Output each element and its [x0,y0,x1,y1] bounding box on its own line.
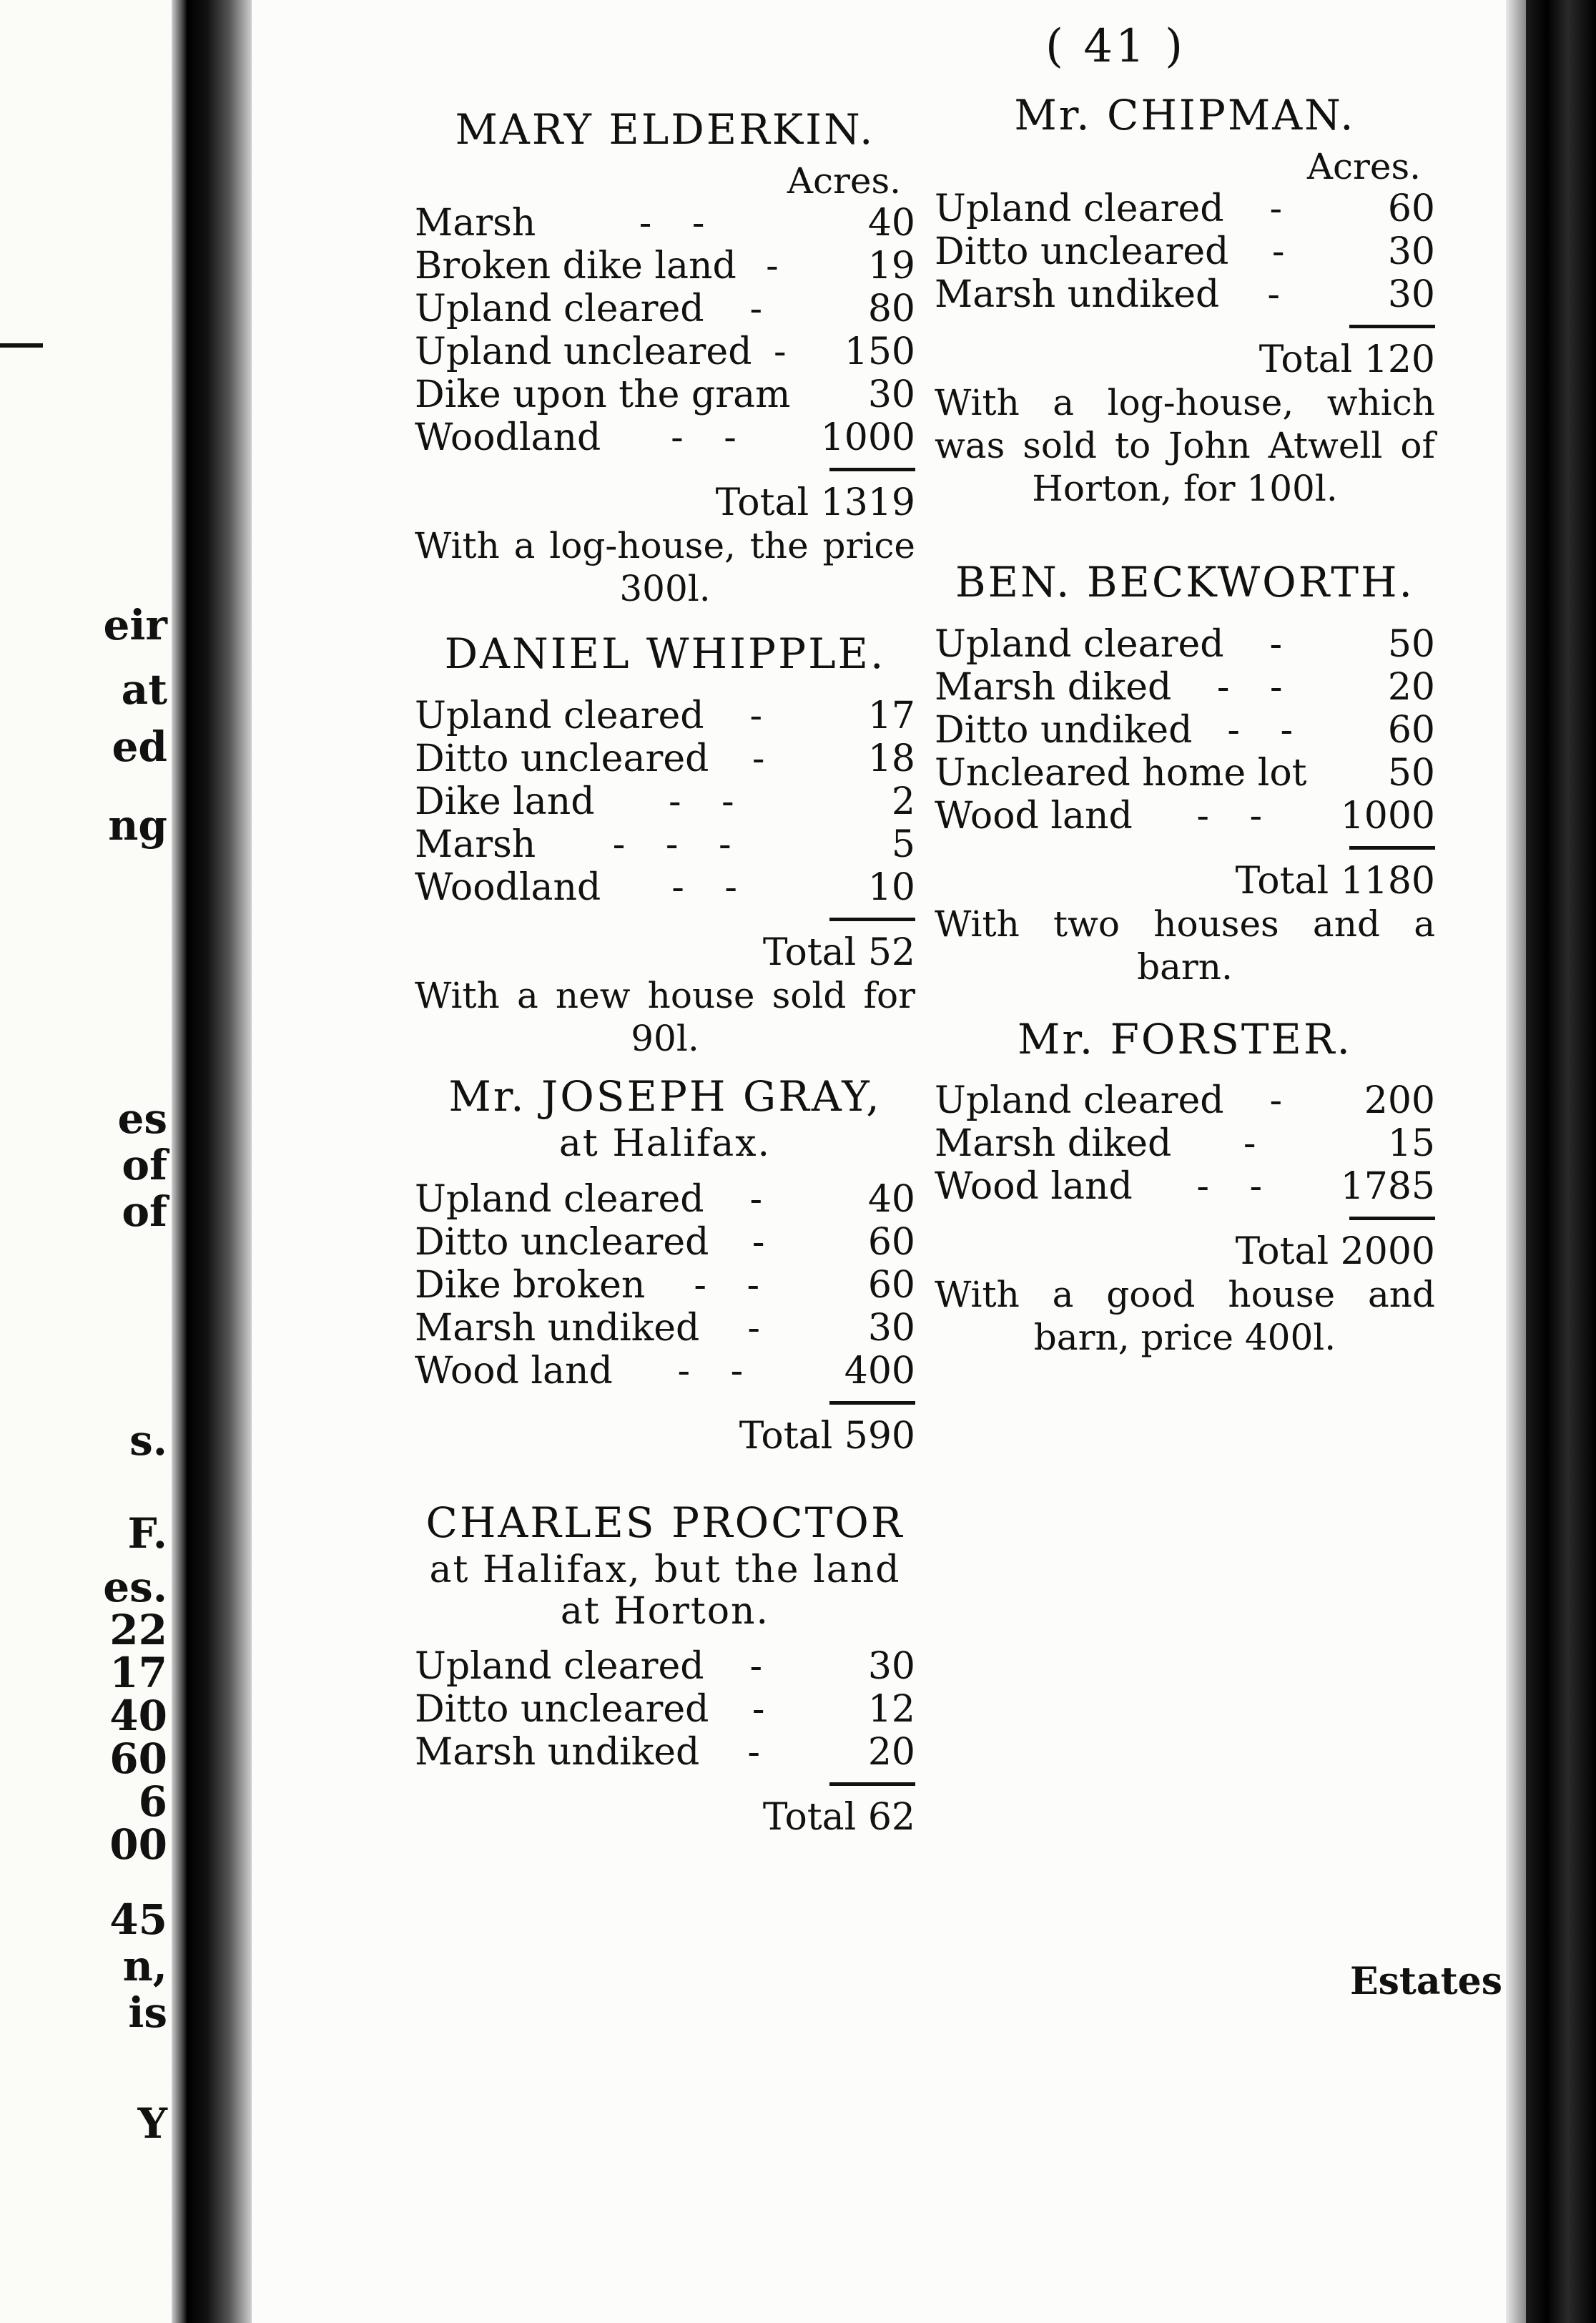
facing-page-rule [0,343,43,348]
leader-dashes: - [1269,622,1297,666]
land-type: Ditto uncleared [415,1220,709,1264]
land-row [415,737,915,780]
land-row [415,694,915,737]
land-row [935,230,1435,273]
gutter-shadow [172,0,187,2323]
acreage-value: 60 [867,1263,915,1307]
leader-dashes: - [766,244,793,288]
leader-dashes: - [752,1220,779,1264]
total-rule [829,468,915,471]
land-row [415,245,915,288]
land-type: Upland cleared [415,1177,704,1221]
estate-owner-location: at Halifax, but the land at Horton. [429,1548,901,1633]
leader-dashes: - [752,1687,779,1731]
land-row [415,780,915,823]
acreage-value: 30 [1387,230,1435,273]
estate-block [415,1498,915,1839]
leader-dashes: - [749,1644,777,1688]
estate-note: With a log-house, the price 300l. [415,524,915,609]
land-type: Broken dike land [415,244,737,288]
land-type: Marsh [415,822,536,866]
facing-page-text-fragment: is [128,1988,167,2037]
leader-dashes: - [747,1730,774,1774]
land-row [415,373,915,416]
facing-page-text-fragment: 45 [109,1895,167,1944]
leader-dashes: - [752,737,779,780]
land-type: Ditto uncleared [415,737,709,780]
land-row [935,752,1435,795]
land-row [415,288,915,330]
land-type: Ditto undiked [935,708,1193,752]
leader-dashes: - [1243,1122,1271,1166]
land-type: Marsh diked [935,665,1172,709]
estate-total: Total 62 [762,1795,915,1839]
estate-block [935,93,1435,510]
leader-dashes: - - [639,201,719,245]
land-row [935,273,1435,316]
land-row [415,1350,915,1393]
facing-page-text-fragment: of [122,1187,167,1236]
facing-page-text-fragment: ng [108,801,167,850]
estate-total: Total 1180 [1235,859,1435,903]
total-rule [1349,1217,1435,1220]
facing-page-fragment [0,0,187,2323]
land-row [415,823,915,866]
estate-total: Total 1319 [715,481,915,524]
facing-page-text-fragment: 60 [109,1734,167,1783]
book-binding [187,0,252,2323]
facing-page-text-fragment: s. [129,1416,167,1465]
land-type: Marsh undiked [935,272,1220,316]
estate-total: Total 590 [739,1414,915,1458]
land-type: Ditto uncleared [415,1687,709,1731]
acreage-value: 60 [867,1220,915,1264]
land-type: Upland cleared [935,622,1224,666]
estate-owner-location: at Halifax. [558,1122,772,1166]
land-row [415,1688,915,1731]
leader-dashes: - - [1196,1165,1277,1209]
land-type: Upland cleared [935,187,1224,230]
acreage-value: 12 [867,1687,915,1731]
acreage-value: 150 [844,330,915,373]
land-row [935,666,1435,709]
acreage-value: 5 [891,822,915,866]
total-rule [829,918,915,921]
land-type: Marsh undiked [415,1730,700,1774]
estate-owner-name: MARY ELDERKIN. [455,105,875,154]
page-number: ( 41 ) [1045,20,1186,73]
leader-dashes: - [1267,272,1294,316]
estate-note: With two houses and a barn. [935,903,1435,988]
estate-owner-name: DANIEL WHIPPLE. [444,629,886,678]
estate-owner-name: Mr. JOSEPH GRAY, [448,1071,882,1121]
land-type: Marsh diked [935,1122,1172,1166]
leader-dashes: - - [694,1263,774,1307]
acreage-value: 200 [1364,1079,1435,1123]
total-rule [1349,846,1435,850]
land-type: Uncleared home lot [935,751,1307,795]
acreage-value: 40 [867,201,915,245]
leader-dashes: - [749,1177,777,1221]
acreage-value: 10 [867,865,915,909]
estate-owner-name: Mr. CHIPMAN. [1014,91,1356,139]
land-row [935,709,1435,752]
land-type: Upland cleared [935,1079,1224,1123]
facing-page-text-fragment: es [117,1094,167,1143]
land-row [935,1122,1435,1165]
land-row [415,1645,915,1688]
land-row [935,1079,1435,1122]
land-type: Dike broken [415,1263,646,1307]
acreage-value: 400 [844,1349,915,1393]
leader-dashes: - - [1216,665,1297,709]
land-type: Upland cleared [415,287,704,330]
acreage-value: 30 [867,1306,915,1350]
acreage-value: 1000 [1340,794,1435,838]
leader-dashes: - - [677,1349,758,1393]
land-type: Upland cleared [415,694,704,737]
land-type: Dike upon the gram [415,373,791,416]
land-type: Wood land [935,794,1133,838]
acreage-value: 1000 [820,416,915,459]
land-row [415,202,915,245]
land-row [415,1221,915,1264]
leader-dashes: - [747,1306,774,1350]
leader-dashes: - - [671,416,751,459]
land-row [935,1165,1435,1208]
estate-note: With a good house and barn, price 400l. [935,1274,1435,1359]
facing-page-text-fragment: es. [103,1563,167,1611]
facing-page-text-fragment: ed [112,722,167,771]
land-row [415,330,915,373]
total-rule [829,1401,915,1405]
land-row [415,1731,915,1774]
land-type: Upland cleared [415,1644,704,1688]
facing-page-text-fragment: 00 [109,1820,167,1869]
estate-block [415,629,915,1060]
acreage-value: 15 [1387,1122,1435,1166]
leader-dashes: - - [668,780,749,823]
total-rule [829,1782,915,1786]
estate-note: With a new house sold for 90l. [415,974,915,1059]
left-column [415,107,915,1867]
facing-page-text-fragment: 22 [109,1606,167,1654]
right-column [935,93,1435,1388]
estate-total: Total 52 [762,930,915,974]
acreage-value: 80 [867,287,915,330]
leader-dashes: - [749,287,777,330]
leader-dashes: - [1269,1079,1297,1123]
land-row [415,1264,915,1307]
land-type: Woodland [415,416,601,459]
land-row [935,623,1435,666]
acreage-value: 30 [867,373,915,416]
acreage-value: 2 [891,780,915,823]
land-row [415,416,915,459]
estate-block [415,1071,915,1458]
land-type: Dike land [415,780,595,823]
acreage-value: 20 [1387,665,1435,709]
facing-page-text-fragment: at [121,665,167,714]
catchword: Estates [1350,1960,1503,2003]
leader-dashes: - - - [612,822,746,866]
unit-label: Acres. [787,159,901,202]
leader-dashes: - [749,694,777,737]
facing-page-text-fragment: 6 [138,1777,167,1826]
total-rule [1349,325,1435,328]
facing-page-text-fragment: eir [103,601,167,649]
estate-owner-name: BEN. BECKWORTH. [955,557,1414,606]
leader-dashes: - [1271,230,1299,273]
land-type: Ditto uncleared [935,230,1229,273]
page-edges [1526,0,1596,2323]
facing-page-text-fragment: 40 [109,1691,167,1740]
land-row [935,795,1435,838]
land-type: Wood land [935,1165,1133,1209]
acreage-value: 40 [867,1177,915,1221]
land-type: Marsh undiked [415,1306,700,1350]
estate-owner-name: Mr. FORSTER. [1018,1014,1352,1064]
estate-block [415,107,915,610]
land-type: Woodland [415,865,601,909]
facing-page-text-fragment: Y [137,2099,167,2148]
acreage-value: 30 [867,1644,915,1688]
acreage-value: 50 [1387,751,1435,795]
land-row [415,1307,915,1350]
estate-total: Total 120 [1258,338,1435,381]
facing-page-text-fragment: of [122,1141,167,1189]
land-type: Upland uncleared [415,330,752,373]
acreage-value: 19 [867,244,915,288]
book-page [252,0,1526,2323]
acreage-value: 60 [1387,708,1435,752]
estate-owner-name: CHARLES PROCTOR [425,1498,905,1547]
estate-total: Total 2000 [1235,1230,1435,1274]
estate-block [935,1014,1435,1360]
facing-page-text-fragment: F. [127,1509,167,1558]
acreage-value: 30 [1387,272,1435,316]
land-row [415,1178,915,1221]
estate-note: With a log-house, which was sold to John Atwell of Horton, for 100l. [935,381,1435,509]
acreage-value: 17 [867,694,915,737]
facing-page-text-fragment: 17 [109,1649,167,1697]
estate-block [935,557,1435,988]
leader-dashes: - - [1227,708,1308,752]
leader-dashes: - - [671,865,752,909]
acreage-value: 18 [867,737,915,780]
acreage-value: 1785 [1340,1165,1435,1209]
facing-page-text-fragment: n, [122,1942,167,1990]
land-type: Wood land [415,1349,613,1393]
acreage-value: 60 [1387,187,1435,230]
land-type: Marsh [415,201,536,245]
leader-dashes: - - [1196,794,1277,838]
land-row [935,187,1435,230]
land-row [415,866,915,909]
acreage-value: 20 [867,1730,915,1774]
acreage-value: 50 [1387,622,1435,666]
leader-dashes: - [1269,187,1297,230]
leader-dashes: - [773,330,801,373]
unit-label: Acres. [1306,145,1421,187]
